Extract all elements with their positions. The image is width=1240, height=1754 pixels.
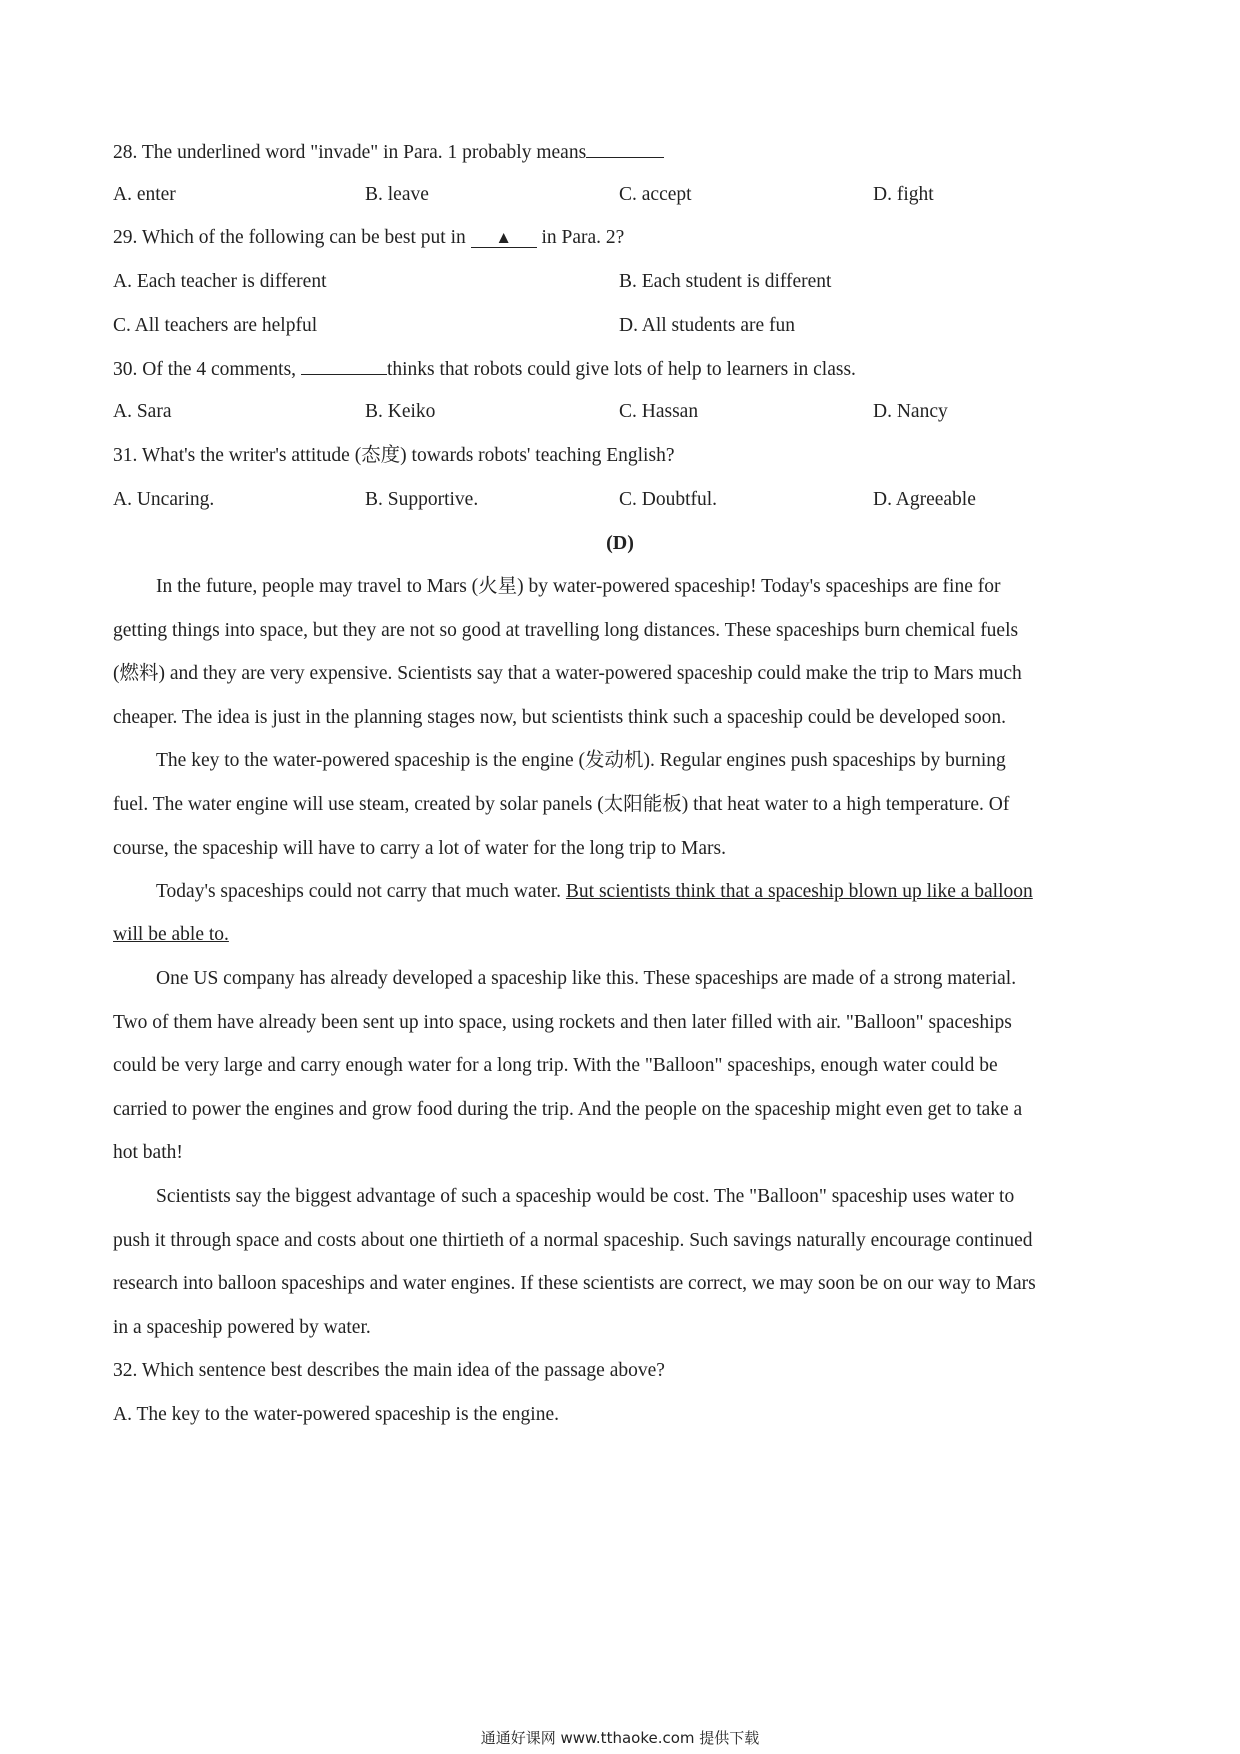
question-31-stem: 31. What's the writer's attitude (态度) towards robots' teaching English? — [113, 445, 675, 466]
passage-line: could be very large and carry enough water for a long trip. With the "Balloon" spaceships, enough water could be — [113, 1055, 998, 1076]
option-a: A. Sara — [113, 401, 172, 422]
question-30-stem-after: thinks that robots could give lots of help to learners in class. — [386, 359, 856, 380]
triangle-icon: ▲ — [495, 228, 513, 247]
page-footer: 通通好课网 www.tthaoke.com 提供下载 — [480, 1729, 760, 1747]
underlined-sentence: But scientists think that a spaceship blown up like a balloon — [565, 881, 1033, 902]
option-d: D. fight — [873, 184, 934, 205]
question-30 — [113, 356, 1133, 383]
option-d: D. Agreeable — [873, 489, 976, 510]
question-31 — [113, 443, 1133, 469]
question-32: 32. Which sentence best describes the main idea of the passage above? — [113, 1360, 665, 1381]
passage-line: getting things into space, but they are not so good at travelling long distances. These spaceships burn chemical fuels — [113, 620, 1019, 641]
passage-line — [113, 922, 1133, 948]
answer-blank — [301, 356, 387, 375]
option-c: C. Hassan — [619, 401, 699, 422]
question-29-stem-after: in Para. 2? — [541, 227, 625, 248]
option-a: A. enter — [113, 184, 176, 205]
passage-line: In the future, people may travel to Mars (火星) by water-powered spaceship! Today's spaceships are fine for — [156, 576, 1001, 597]
option-c: C. accept — [619, 184, 692, 205]
option-b: B. leave — [365, 184, 429, 205]
passage-line: carried to power the engines and grow food during the trip. And the people on the spaceship might even get to take a — [113, 1099, 1023, 1120]
option-a: A. Each teacher is different — [113, 271, 327, 292]
passage-line: One US company has already developed a spaceship like this. These spaceships are made of a strong material. — [156, 968, 1017, 989]
question-28-stem: 28. The underlined word "invade" in Para. 1 probably means — [113, 142, 587, 163]
question-28 — [113, 139, 1133, 166]
option-a: A. The key to the water-powered spaceship is the engine. — [113, 1404, 559, 1425]
underlined-sentence: will be able to. — [113, 924, 229, 945]
passage-line: research into balloon spaceships and water engines. If these scientists are correct, we may soon be on our way to Mars — [113, 1273, 1036, 1294]
option-d: D. All students are fun — [619, 315, 796, 336]
question-29 — [113, 225, 1133, 251]
passage-line: Two of them have already been sent up into space, using rockets and then later filled with air. "Balloon" spaceships — [113, 1012, 1012, 1033]
option-a: A. Uncaring. — [113, 489, 215, 510]
passage-line: in a spaceship powered by water. — [113, 1317, 371, 1338]
option-b: B. Each student is different — [619, 271, 832, 292]
passage-text: Today's spaceships could not carry that much water. — [156, 881, 566, 902]
passage-line — [156, 879, 1133, 905]
section-title: (D) — [606, 532, 634, 554]
answer-blank — [586, 139, 664, 158]
passage-line: cheaper. The idea is just in the planning stages now, but scientists think such a spaceship could be developed soon. — [113, 707, 1007, 728]
passage-line: fuel. The water engine will use steam, created by solar panels (太阳能板) that heat water to a high temperature. Of — [113, 794, 1010, 815]
option-c: C. Doubtful. — [619, 489, 718, 510]
passage-line: push it through space and costs about one thirtieth of a normal spaceship. Such savings naturally encourage continued — [113, 1230, 1033, 1251]
passage-line: The key to the water-powered spaceship is the engine (发动机). Regular engines push spaceships by burning — [156, 750, 1006, 771]
option-b: B. Supportive. — [365, 489, 479, 510]
question-29-stem-before: 29. Which of the following can be best put in — [113, 227, 466, 248]
passage-line: (燃料) and they are very expensive. Scientists say that a water-powered spaceship could make the trip to Mars much — [113, 663, 1022, 684]
option-c: C. All teachers are helpful — [113, 315, 318, 336]
passage-line: course, the spaceship will have to carry a lot of water for the long trip to Mars. — [113, 838, 726, 859]
passage-line: Scientists say the biggest advantage of such a spaceship would be cost. The "Balloon" spaceship uses water to — [156, 1186, 1015, 1207]
question-30-stem-before: 30. Of the 4 comments, — [113, 359, 297, 380]
passage-line: hot bath! — [113, 1142, 183, 1163]
option-b: B. Keiko — [365, 401, 436, 422]
triangle-blank — [471, 229, 537, 248]
option-d: D. Nancy — [873, 401, 948, 422]
